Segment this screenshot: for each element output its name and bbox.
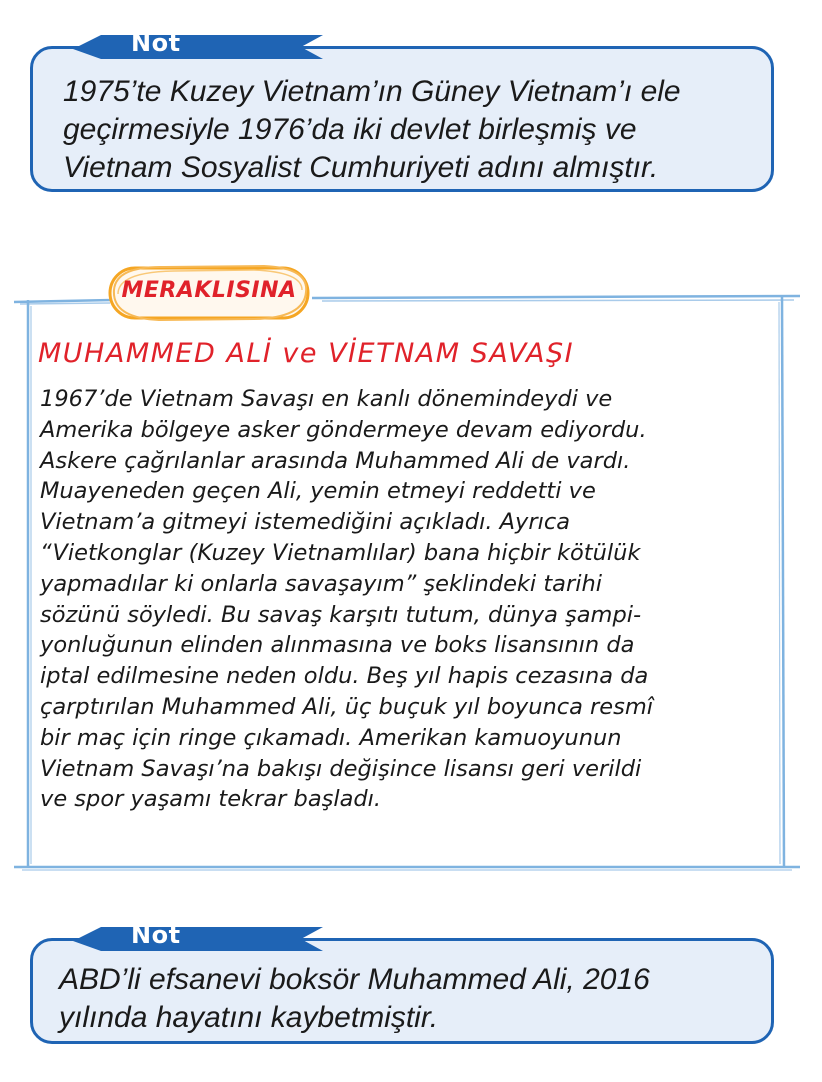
note-1-line: geçirmesiyle 1976’da iki devlet birleşmiş ve [63,113,637,146]
body-line: Vietnam’a gitmeyi istemediğini açıkladı. Ayrıca [40,509,571,536]
note-label-2: Not [131,921,181,949]
note-2-text [33,941,771,1037]
body-line: 1967’de Vietnam Savaşı en kanlı dönemindeydi ve [40,386,613,412]
body-line: Muayeneden geçen Ali, yemin etmeyi reddetti ve [40,478,596,505]
body-line: iptal edilmesine neden oldu. Beş yıl hapis cezasına da [40,663,649,690]
meraklisina-title: MUHAMMED ALİ ve VİETNAM SAVAŞI [38,338,575,369]
body-line: Vietnam Savaşı’na bakışı değişince lisansı geri verildi [40,755,642,782]
body-line: çarptırılan Muhammed Ali, üç buçuk yıl boyunca resmî [40,693,654,720]
meraklisina-badge-text: MERAKLISINA [121,278,297,303]
note-1-line: 1975’te Kuzey Vietnam’ın Güney Vietnam’ı ele [63,75,681,108]
note-tab-shape [73,33,323,61]
body-line: “Vietkonglar (Kuzey Vietnamlılar) bana hiçbir kötülük [40,539,641,566]
body-line: yapmadılar ki onlarla savaşayım” şeklindeki tarihi [40,570,602,597]
body-line: Askere çağrılanlar arasında Muhammed Ali de vardı. [40,447,631,474]
meraklisina-box [12,260,802,872]
body-line: ve spor yaşamı tekrar başladı. [40,786,382,813]
note-1-line: Vietnam Sosyalist Cumhuriyeti adını almıştır. [63,151,659,184]
note-2-line: yılında hayatını kaybetmiştir. [59,1001,439,1034]
note-label-1: Not [131,29,181,57]
body-line: bir maç için ringe çıkamadı. Amerikan kamuoyunun [40,724,622,751]
body-line: yonluğunun elinden alınmasına ve boks lisansının da [40,632,635,659]
note-box-2 [30,921,774,1044]
body-line: Amerika bölgeye asker göndermeye devam ediyordu. [40,416,647,443]
note-1-text [33,49,771,187]
note-tab-2 [73,921,323,953]
meraklisina-badge [104,260,314,326]
meraklisina-body [40,384,770,815]
note-box-1 [30,29,774,192]
note-tab-shape [73,925,323,953]
note-2-line: ABD’li efsanevi boksör Muhammed Ali, 2016 [59,963,650,996]
note-tab-1 [73,29,323,61]
body-line: sözünü söyledi. Bu savaş karşıtı tutum, dünya şampi- [40,601,642,628]
